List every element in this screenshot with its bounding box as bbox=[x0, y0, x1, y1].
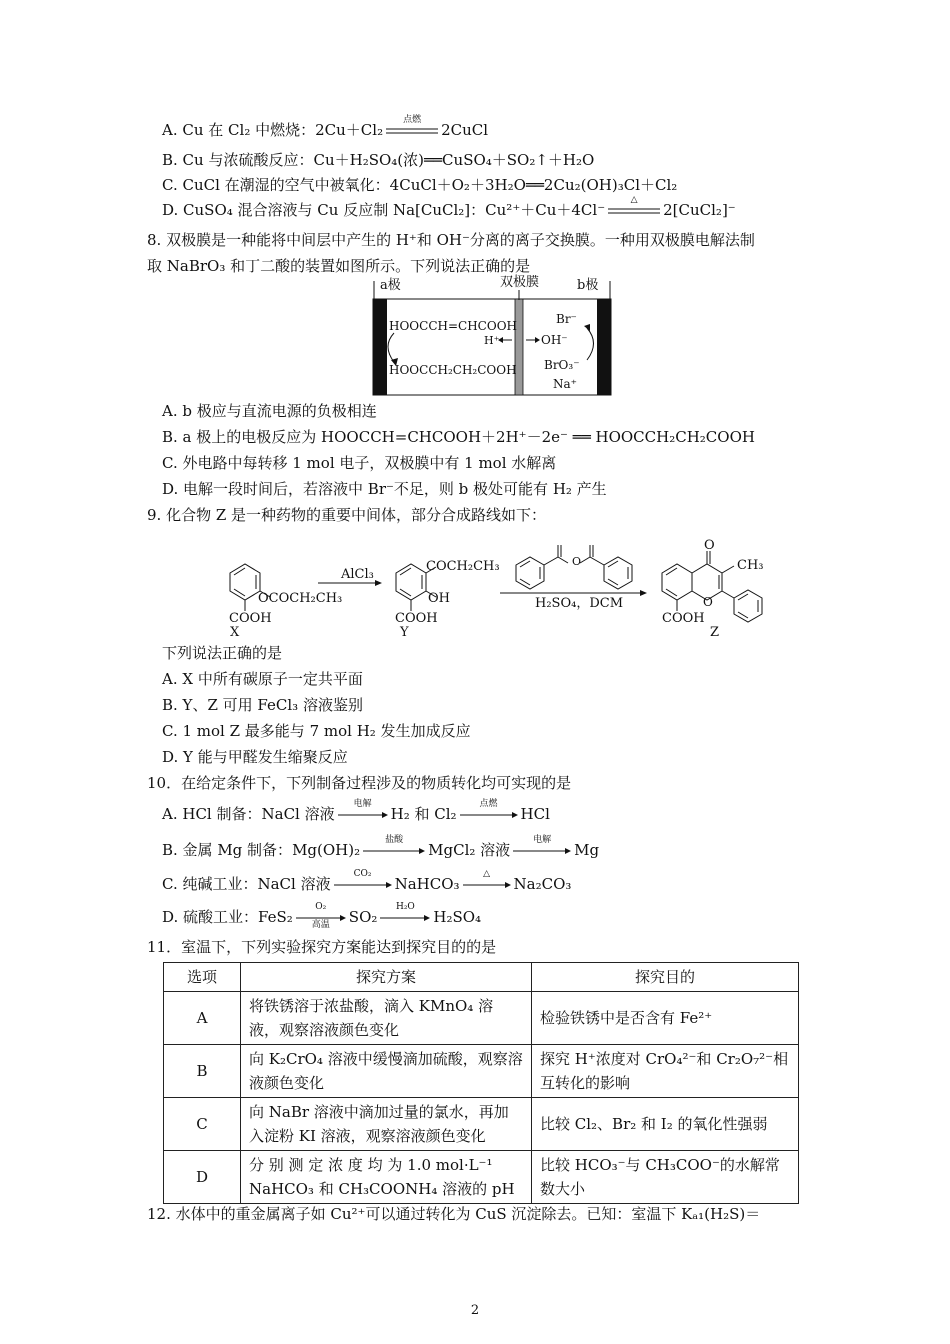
q7-d-product: 2[CuCl₂]⁻ bbox=[663, 201, 736, 219]
q10-option-d bbox=[162, 902, 482, 930]
q8-option-c: C. 外电路中每转移 1 mol 电子，双极膜中有 1 mol 水解离 bbox=[162, 454, 557, 472]
q7-d-equation: Cu²⁺＋Cu＋4Cl⁻ bbox=[485, 201, 606, 219]
reaction-arrow bbox=[334, 869, 392, 889]
header-plan: 探究方案 bbox=[241, 963, 532, 992]
q10-d-start: FeS₂ bbox=[258, 908, 293, 926]
arrow-condition: △ bbox=[483, 869, 490, 879]
y-label: Y bbox=[400, 625, 409, 640]
membrane-label: 双极膜 bbox=[500, 275, 540, 290]
q10-c-start: NaCl 溶液 bbox=[257, 875, 331, 893]
row-goal: 比较 HCO₃⁻与 CH₃COO⁻的水解常数大小 bbox=[532, 1151, 799, 1204]
condition-label: △ bbox=[630, 195, 638, 205]
row-option: C bbox=[164, 1098, 241, 1151]
q7-c-label: C. CuCl 在潮湿的空气中被氧化： bbox=[162, 176, 390, 194]
table-row bbox=[164, 1045, 799, 1098]
reaction-arrow bbox=[463, 869, 511, 889]
header-goal: 探究目的 bbox=[532, 963, 799, 992]
z-label: Z bbox=[710, 625, 720, 640]
q7-d-label: D. CuSO₄ 混合溶液与 Cu 反应制 Na[CuCl₂]： bbox=[162, 201, 486, 219]
q9-option-d: D. Y 能与甲醛发生缩聚反应 bbox=[162, 748, 348, 766]
row-plan: 分 别 测 定 浓 度 均 为 1.0 mol·L⁻¹ NaHCO₃ 和 CH₃COONH₄ 溶液的 pH bbox=[241, 1151, 532, 1204]
q8-option-b: B. a 极上的电极反应为 HOOCCH=CHCOOH＋2H⁺－2e⁻ ══ HOOCCH₂CH₂COOH bbox=[162, 428, 755, 446]
q8-stem-line1: 8. 双极膜是一种能将中间层中产生的 H⁺和 OH⁻分离的离子交换膜。一种用双极膜电解法制 bbox=[147, 231, 755, 249]
q7-c-equation: 4CuCl＋O₂＋3H₂O══2Cu₂(OH)₃Cl＋Cl₂ bbox=[389, 176, 678, 194]
q7-a-product: 2CuCl bbox=[441, 121, 489, 139]
y-ketone-group: COCH₂CH₃ bbox=[426, 559, 500, 574]
arrow-condition: CO₂ bbox=[353, 869, 372, 879]
reactant-label: HOOCCH=CHCOOH bbox=[389, 319, 517, 333]
q10-c-prefix: C. 纯碱工业： bbox=[162, 875, 258, 893]
electrode-b-label: b极 bbox=[577, 278, 599, 293]
q7-option-d bbox=[162, 195, 736, 220]
table-row bbox=[164, 1151, 799, 1204]
reaction-arrow bbox=[338, 799, 388, 819]
reaction-arrow bbox=[513, 835, 571, 855]
q10-option-b bbox=[162, 835, 600, 860]
q7-b-equation: Cu＋H₂SO₄(浓)══CuSO₄＋SO₂↑＋H₂O bbox=[313, 151, 595, 169]
z-carboxyl-group: COOH bbox=[662, 611, 705, 626]
row-option: A bbox=[164, 992, 241, 1045]
q10-b-intermediate: MgCl₂ 溶液 bbox=[428, 841, 511, 859]
q7-b-label: B. Cu 与浓硫酸反应： bbox=[162, 151, 314, 169]
table-header-row bbox=[164, 963, 799, 992]
reaction-arrow bbox=[363, 835, 425, 855]
arrow-condition: O₂ bbox=[315, 902, 327, 912]
equals-condition bbox=[608, 195, 660, 215]
q10-c-product: Na₂CO₃ bbox=[513, 875, 572, 893]
row-plan: 将铁锈溶于浓盐酸，滴入 KMnO₄ 溶液，观察溶液颜色变化 bbox=[241, 992, 532, 1045]
q9-option-a: A. X 中所有碳原子一定共平面 bbox=[162, 670, 363, 688]
q10-d-product: H₂SO₄ bbox=[433, 908, 482, 926]
q9-option-c: C. 1 mol Z 最多能与 7 mol H₂ 发生加成反应 bbox=[162, 722, 471, 740]
q10-a-prefix: A. HCl 制备： bbox=[162, 805, 262, 823]
q7-a-equation: 2Cu＋Cl₂ bbox=[315, 121, 384, 139]
z-ring-o: O bbox=[703, 595, 713, 609]
table-row bbox=[164, 1098, 799, 1151]
q7-option-b bbox=[162, 150, 594, 170]
arrow-condition-below: 高温 bbox=[311, 920, 330, 930]
synthesis-scheme-drawing bbox=[200, 525, 780, 645]
q10-a-product: HCl bbox=[520, 805, 550, 823]
q10-b-product: Mg bbox=[574, 841, 600, 859]
x-ester-group: OCOCH₂CH₃ bbox=[258, 591, 343, 606]
row-option: B bbox=[164, 1045, 241, 1098]
table-row bbox=[164, 992, 799, 1045]
q10-a-intermediate: H₂ 和 Cl₂ bbox=[390, 805, 457, 823]
q7-option-c bbox=[162, 175, 677, 195]
header-option: 选项 bbox=[164, 963, 241, 992]
row-goal: 比较 Cl₂、Br₂ 和 I₂ 的氧化性强弱 bbox=[532, 1098, 799, 1151]
na-plus-label: Na⁺ bbox=[553, 377, 577, 391]
row-goal: 检验铁锈中是否含有 Fe²⁺ bbox=[532, 992, 799, 1045]
arrow-condition: H₂O bbox=[395, 902, 415, 912]
h-plus-label: H⁺ bbox=[484, 334, 500, 347]
q8-option-d: D. 电解一段时间后，若溶液中 Br⁻不足，则 b 极处可能有 H₂ 产生 bbox=[162, 480, 607, 498]
row-plan: 向 NaBr 溶液中滴加过量的氯水，再加入淀粉 KI 溶液，观察溶液颜色变化 bbox=[241, 1098, 532, 1151]
equals-condition bbox=[386, 115, 438, 135]
q9-stem: 9. 化合物 Z 是一种药物的重要中间体，部分合成路线如下： bbox=[147, 506, 547, 524]
electrode-a-label: a极 bbox=[380, 278, 401, 293]
q10-stem: 10．在给定条件下，下列制备过程涉及的物质转化均可实现的是 bbox=[147, 774, 572, 792]
page-number: 2 bbox=[470, 1303, 480, 1318]
reaction-arrow bbox=[296, 902, 346, 930]
z-methyl-group: CH₃ bbox=[737, 558, 764, 573]
y-hydroxyl-group: OH bbox=[428, 591, 450, 606]
z-carbonyl-o: O bbox=[704, 538, 715, 553]
arrow-condition: 点燃 bbox=[479, 799, 498, 809]
q7-option-a bbox=[162, 115, 489, 140]
experiment-table bbox=[163, 962, 799, 1204]
arrow-condition: 电解 bbox=[353, 799, 372, 809]
q10-b-prefix: B. 金属 Mg 制备： bbox=[162, 841, 293, 859]
row-goal: 探究 H⁺浓度对 CrO₄²⁻和 Cr₂O₇²⁻相互转化的影响 bbox=[532, 1045, 799, 1098]
bro3-label: BrO₃⁻ bbox=[544, 358, 580, 372]
reaction-arrow bbox=[380, 902, 430, 922]
oh-minus-label: OH⁻ bbox=[541, 333, 568, 347]
q9-option-b: B. Y、Z 可用 FeCl₃ 溶液鉴别 bbox=[162, 696, 363, 714]
condition-label: 点燃 bbox=[403, 115, 422, 125]
q9-prompt: 下列说法正确的是 bbox=[162, 644, 283, 662]
q10-d-prefix: D. 硫酸工业： bbox=[162, 908, 259, 926]
q12-stem: 12. 水体中的重金属离子如 Cu²⁺可以通过转化为 CuS 沉淀除去。已知：室温下 Kₐ₁(H₂S)＝ bbox=[147, 1205, 761, 1223]
q11-stem: 11．室温下，下列实验探究方案能达到探究目的的是 bbox=[147, 938, 497, 956]
q10-option-a bbox=[162, 799, 550, 824]
row-plan: 向 K₂CrO₄ 溶液中缓慢滴加硫酸，观察溶液颜色变化 bbox=[241, 1045, 532, 1098]
reaction-arrow bbox=[460, 799, 518, 819]
arrow-condition: 盐酸 bbox=[385, 835, 404, 845]
x-label: X bbox=[230, 625, 240, 640]
product-label: HOOCCH₂CH₂COOH bbox=[389, 363, 517, 377]
q8-option-a: A. b 极应与直流电源的负极相连 bbox=[162, 402, 377, 420]
q8-stem-line2: 取 NaBrO₃ 和丁二酸的装置如图所示。下列说法正确的是 bbox=[147, 257, 531, 275]
y-carboxyl-group: COOH bbox=[395, 611, 438, 626]
reagent-h2so4-dcm: H₂SO₄，DCM bbox=[535, 596, 624, 611]
q10-c-intermediate: NaHCO₃ bbox=[394, 875, 460, 893]
q10-a-start: NaCl 溶液 bbox=[261, 805, 335, 823]
q10-d-intermediate: SO₂ bbox=[348, 908, 378, 926]
q10-option-c bbox=[162, 869, 572, 894]
row-option: D bbox=[164, 1151, 241, 1204]
br-minus-label: Br⁻ bbox=[556, 312, 577, 326]
q7-a-label: A. Cu 在 Cl₂ 中燃烧： bbox=[162, 121, 316, 139]
arrow-condition: 电解 bbox=[533, 835, 552, 845]
reagent-alcl3: AlCl₃ bbox=[341, 567, 374, 582]
synthesis-scheme bbox=[200, 525, 780, 645]
q10-b-start: Mg(OH)₂ bbox=[292, 841, 361, 859]
x-carboxyl-group: COOH bbox=[229, 611, 272, 626]
anhydride-bridge-o: O bbox=[572, 555, 582, 568]
electrolysis-diagram bbox=[372, 275, 612, 396]
